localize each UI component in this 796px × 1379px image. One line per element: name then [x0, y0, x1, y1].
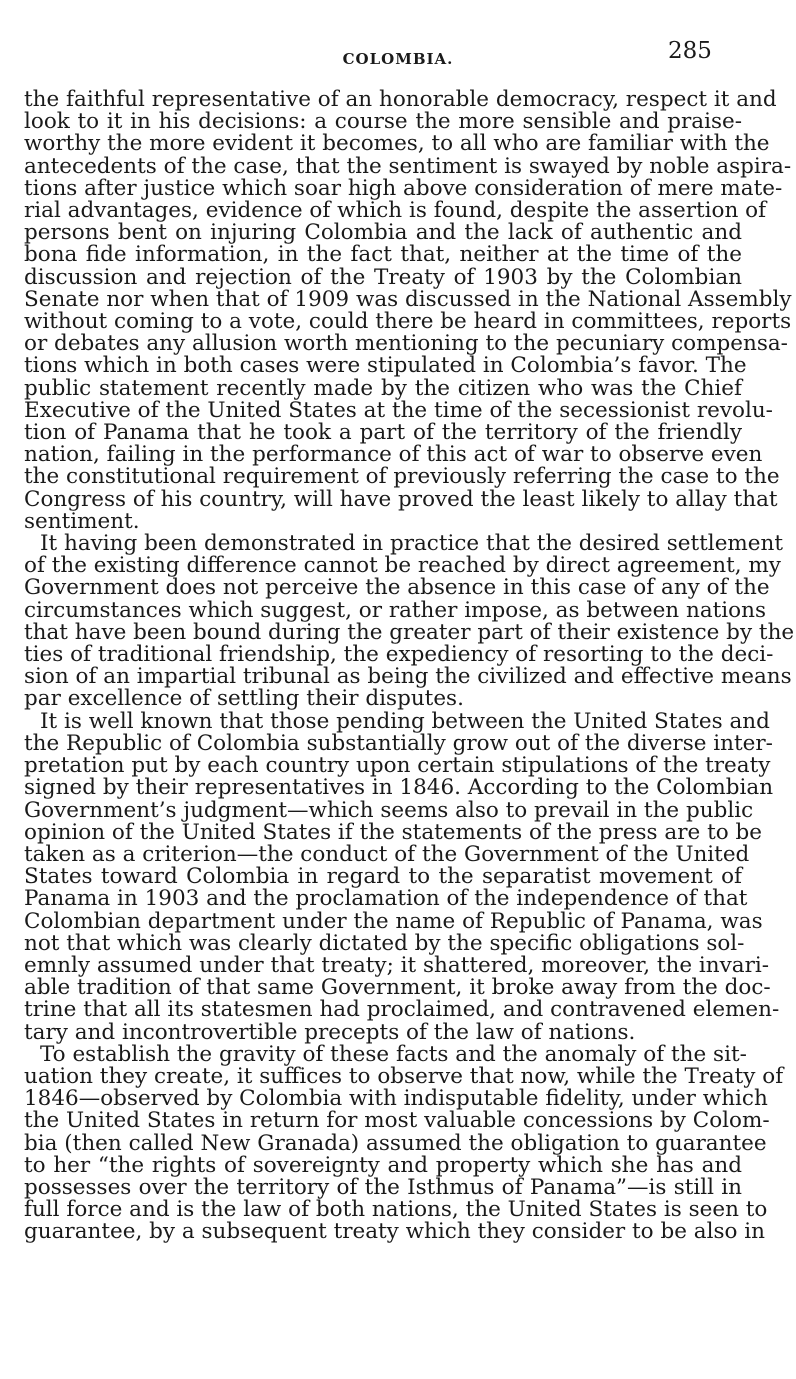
- text-line: It having been demonstrated in practice that the desired settlement: [40, 531, 784, 557]
- text-line: 1846—observed by Colombia with indisputable fidelity, under which: [24, 1086, 768, 1112]
- text-line: Executive of the United States at the time of the secessionist revolu-: [24, 397, 773, 423]
- text-line: worthy the more evident it becomes, to all who are familiar with the: [24, 131, 770, 157]
- body-text: [24, 87, 795, 1245]
- text-line: Colombian department under the name of Republic of Panama, was: [24, 908, 763, 934]
- text-line: trine that all its statesmen had proclaimed, and contravened elemen-: [24, 997, 780, 1023]
- text-line: able tradition of that same Government, it broke away from the doc-: [24, 975, 771, 1001]
- text-line: bona fide information, in the fact that, neither at the time of the: [24, 242, 742, 268]
- text-line: tary and incontrovertible precepts of the law of nations.: [24, 1019, 636, 1045]
- paragraph-1: [24, 87, 792, 534]
- text-line: sentiment.: [24, 508, 140, 534]
- text-line: the United States in return for most valuable concessions by Colom-: [24, 1108, 770, 1134]
- paragraph-2: [24, 531, 795, 712]
- text-line: of the existing difference cannot be reached by direct agreement, my: [24, 553, 781, 579]
- text-line: par excellence of settling their disputes.: [24, 686, 464, 712]
- text-line: guarantee, by a subsequent treaty which they consider to be also in: [24, 1219, 766, 1245]
- text-line: the constitutional requirement of previously referring the case to the: [24, 464, 780, 490]
- text-line: not that which was clearly dictated by the specific obligations sol-: [24, 930, 745, 956]
- text-line: look to it in his decisions: a course the more sensible and praise-: [24, 109, 742, 135]
- text-line: Government does not perceive the absence in this case of any of the: [24, 575, 770, 601]
- text-line: To establish the gravity of these facts and the anomaly of the sit-: [40, 1041, 747, 1067]
- text-line: ties of traditional friendship, the expediency of resorting to the deci-: [24, 642, 774, 668]
- paragraph-3: [24, 708, 780, 1045]
- text-line: opinion of the United States if the statements of the press are to be: [24, 819, 762, 845]
- text-line: full force and is the law of both nations, the United States is seen to: [24, 1197, 768, 1223]
- text-line: tions after justice which soar high above consideration of mere mate-: [24, 175, 783, 201]
- text-line: tions which in both cases were stipulated in Colombia’s favor. The: [24, 353, 747, 379]
- text-line: pretation put by each country upon certain stipulations of the treaty: [24, 753, 771, 779]
- text-line: It is well known that those pending between the United States and: [40, 708, 770, 734]
- text-line: discussion and rejection of the Treaty of 1903 by the Colombian: [24, 264, 742, 290]
- text-line: rial advantages, evidence of which is found, despite the assertion of: [24, 198, 767, 224]
- paragraph-4: [24, 1041, 784, 1245]
- text-line: signed by their representatives in 1846. According to the Colombian: [24, 775, 774, 801]
- text-line: bia (then called New Granada) assumed the obligation to guarantee: [24, 1130, 767, 1156]
- text-line: public statement recently made by the citizen who was the Chief: [24, 375, 742, 401]
- running-title: COLOMBIA.: [342, 50, 454, 68]
- text-line: Panama in 1903 and the proclamation of the independence of that: [24, 886, 748, 912]
- text-line: States toward Colombia in regard to the separatist movement of: [24, 864, 742, 890]
- text-line: the Republic of Colombia substantially grow out of the diverse inter-: [24, 730, 773, 756]
- text-line: without coming to a vote, could there be heard in committees, reports: [24, 309, 792, 335]
- text-line: Congress of his country, will have proved the least likely to allay that: [24, 486, 778, 512]
- text-line: circumstances which suggest, or rather impose, as between nations: [24, 597, 766, 623]
- text-line: Government’s judgment—which seems also to prevail in the public: [24, 797, 754, 823]
- text-line: sion of an impartial tribunal as being the civilized and effective means: [24, 664, 792, 690]
- text-line: nation, failing in the performance of this act of war to observe even: [24, 442, 763, 468]
- text-line: to her “the rights of sovereignty and property which she has and: [24, 1152, 742, 1178]
- text-line: antecedents of the case, that the sentiment is swayed by noble aspira-: [24, 153, 792, 179]
- text-line: the faithful representative of an honorable democracy, respect it and: [24, 87, 777, 112]
- text-line: possesses over the territory of the Isthmus of Panama”—is still in: [24, 1174, 742, 1200]
- text-line: tion of Panama that he took a part of the territory of the friendly: [24, 420, 742, 446]
- page-number: 285: [668, 38, 712, 64]
- text-line: emnly assumed under that treaty; it shattered, moreover, the invari-: [24, 952, 770, 978]
- text-line: that have been bound during the greater part of their existence by the: [24, 619, 795, 645]
- text-line: Senate nor when that of 1909 was discussed in the National Assembly: [24, 286, 792, 312]
- text-line: taken as a criterion—the conduct of the Government of the United: [24, 841, 750, 867]
- text-line: or debates any allusion worth mentioning to the pecuniary compensa-: [24, 331, 788, 357]
- text-line: uation they create, it suffices to observe that now, while the Treaty of: [24, 1063, 784, 1089]
- text-line: persons bent on injuring Colombia and the lack of authentic and: [24, 220, 742, 246]
